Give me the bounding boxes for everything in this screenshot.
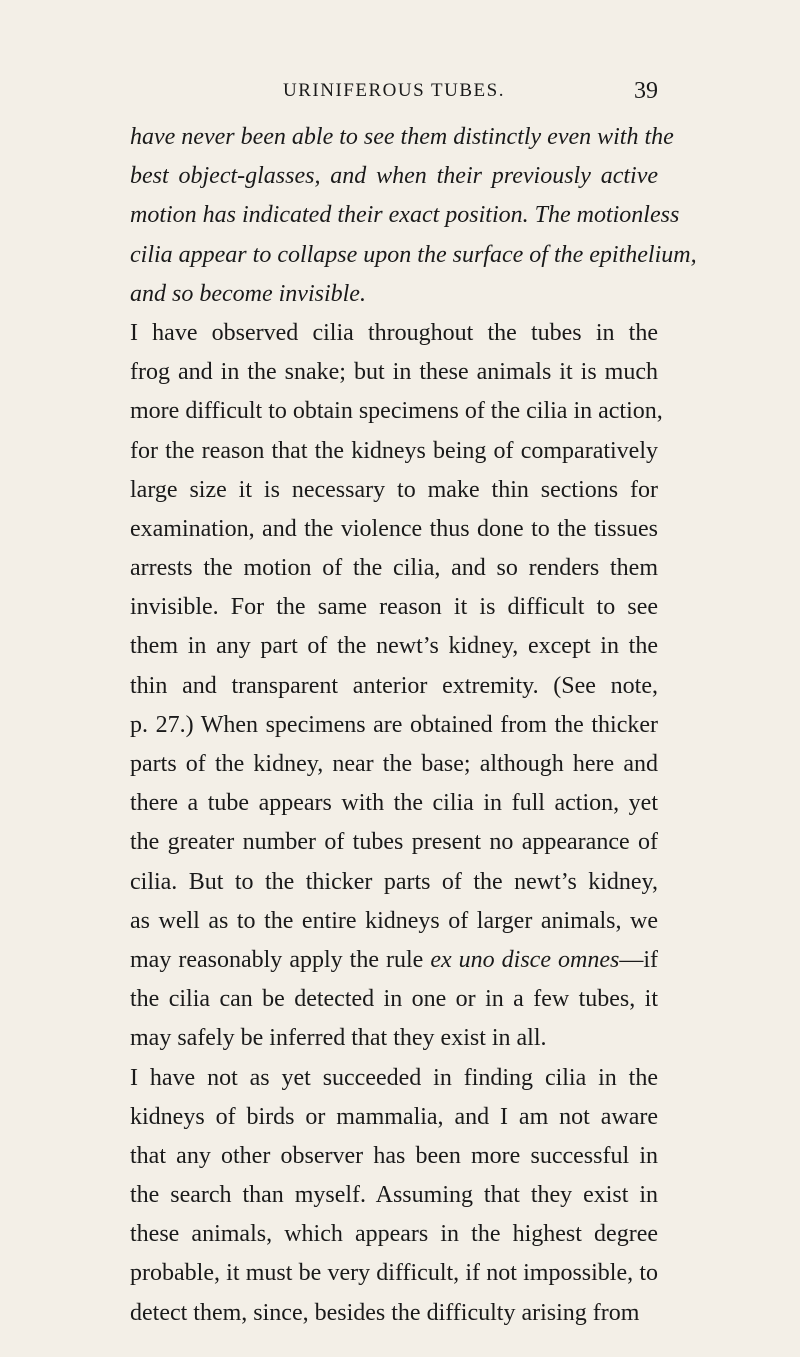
text-line: may safely be inferred that they exist in all.: [130, 1025, 547, 1052]
text-line: motion has indicated their exact position. The motionless: [130, 202, 680, 229]
text-line: large size it is necessary to make thin sections for: [130, 476, 658, 503]
text-line: invisible. For the same reason it is difficult to see: [130, 594, 658, 621]
text-line: I have not as yet succeeded in finding cilia in the: [130, 1064, 658, 1091]
page-number: 39: [634, 78, 658, 104]
text-line: may reasonably apply the rule ex uno disce omnes—if: [130, 946, 658, 973]
text-line: more difficult to obtain specimens of the cilia in action,: [130, 398, 663, 425]
text-line: parts of the kidney, near the base; although here and: [130, 751, 658, 777]
text-line: arrests the motion of the cilia, and so renders them: [130, 555, 658, 582]
text-line: cilia appear to collapse upon the surface of the epithelium,: [130, 241, 697, 268]
text-line: p. 27.) When specimens are obtained from the thicker: [130, 711, 658, 738]
text-line: the cilia can be detected in one or in a few tubes, it: [130, 986, 658, 1013]
body-text: [130, 118, 697, 1333]
text-line: as well as to the entire kidneys of larger animals, we: [130, 907, 658, 934]
text-line: and so become invisible.: [130, 280, 366, 307]
text-line: detect them, since, besides the difficulty arising from: [130, 1299, 640, 1326]
text-line: the greater number of tubes present no appearance of: [130, 829, 658, 856]
text-line: the search than myself. Assuming that they exist in: [130, 1182, 658, 1209]
text-line: frog and in the snake; but in these animals it is much: [130, 359, 658, 386]
running-title: URINIFEROUS TUBES.: [283, 80, 505, 101]
text-line: that any other observer has been more successful in: [130, 1142, 658, 1169]
running-head: [130, 80, 658, 110]
latin-phrase: ex uno disce omnes: [430, 946, 620, 973]
text-line: best object-glasses, and when their previously active: [130, 163, 658, 190]
text-line: cilia. But to the thicker parts of the newt’s kidney,: [130, 868, 658, 895]
text-line: I have observed cilia throughout the tubes in the: [130, 319, 658, 346]
text-line: them in any part of the newt’s kidney, except in the: [130, 633, 658, 660]
text-line: probable, it must be very difficult, if not impossible, to: [130, 1260, 658, 1287]
text-line: there a tube appears with the cilia in full action, yet: [130, 790, 658, 817]
text-line: for the reason that the kidneys being of comparatively: [130, 437, 658, 464]
text-line: examination, and the violence thus done to the tissues: [130, 515, 658, 542]
text-line: these animals, which appears in the highest degree: [130, 1221, 658, 1248]
text-line: have never been able to see them distinctly even with the: [130, 124, 674, 150]
text-line: kidneys of birds or mammalia, and I am not aware: [130, 1103, 658, 1130]
text-line: thin and transparent anterior extremity. (See note,: [130, 672, 658, 699]
